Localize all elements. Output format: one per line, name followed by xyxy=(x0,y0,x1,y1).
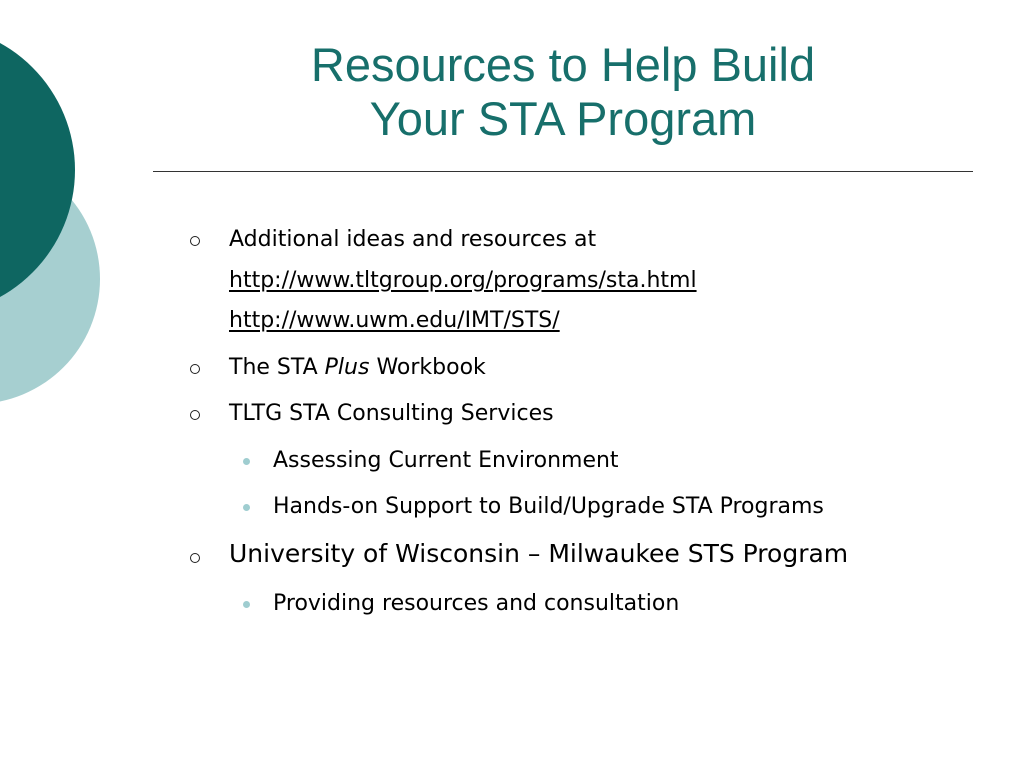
slide-title xyxy=(160,38,966,146)
uwm-sts-link[interactable]: http://www.uwm.edu/IMT/STS/ xyxy=(229,308,560,333)
bullet-additional-text: Additional ideas and resources at xyxy=(229,227,597,252)
workbook-prefix: The STA xyxy=(229,355,325,380)
bullet-uwm-text: University of Wisconsin – Milwaukee STS Program xyxy=(229,539,849,568)
sub-bullet-assessing: Assessing Current Environment xyxy=(273,448,619,473)
dot-bullet-icon xyxy=(243,601,250,608)
tltgroup-link[interactable]: http://www.tltgroup.org/programs/sta.html xyxy=(229,268,697,293)
bullet-workbook xyxy=(229,355,486,381)
slide-title-line-1: Resources to Help Build xyxy=(310,38,816,91)
slide-title-line-2: Your STA Program xyxy=(369,92,757,145)
workbook-plus: Plus xyxy=(324,355,370,380)
ring-bullet-icon xyxy=(190,236,200,246)
ring-bullet-icon xyxy=(190,364,200,374)
sub-bullet-hands-on: Hands-on Support to Build/Upgrade STA Programs xyxy=(273,494,824,519)
workbook-suffix: Workbook xyxy=(369,355,486,380)
ring-bullet-icon xyxy=(190,410,200,420)
ring-bullet-icon xyxy=(190,553,200,563)
sub-bullet-providing: Providing resources and consultation xyxy=(273,591,680,616)
dot-bullet-icon xyxy=(243,504,250,511)
bullet-consulting-text: TLTG STA Consulting Services xyxy=(229,401,554,426)
dot-bullet-icon xyxy=(243,458,250,465)
title-divider xyxy=(153,171,973,172)
